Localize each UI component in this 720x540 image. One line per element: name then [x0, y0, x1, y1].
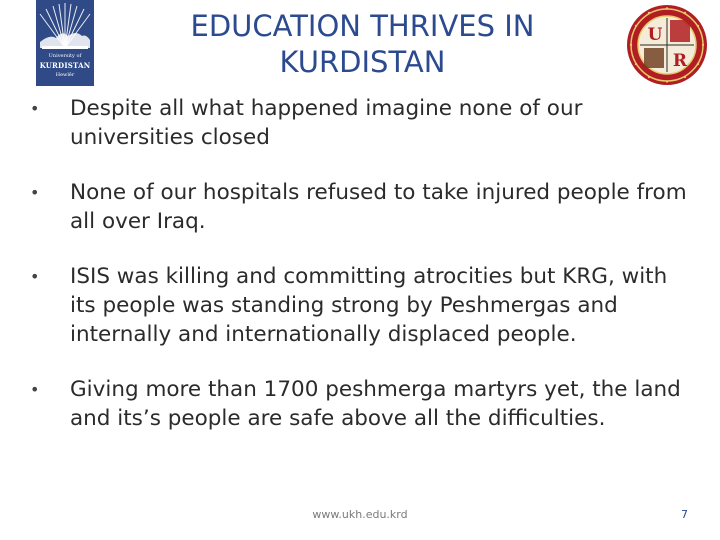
bullet-item [30, 94, 690, 152]
bullet-symbol: • [30, 267, 40, 286]
bullet-item [30, 178, 690, 236]
seal-letter-r: R [672, 51, 688, 71]
bullet-text: ISIS was killing and committing atrocities but KRG, with its people was standing strong by Peshmergas and internally and internationally displaced people. [70, 264, 668, 347]
bullet-text: Despite all what happened imagine none of our universities closed [70, 96, 583, 150]
bullet-item [30, 375, 690, 433]
slide-title: EDUCATION THRIVES IN KURDISTAN [190, 9, 535, 79]
page-number: 7 [681, 508, 688, 521]
seal-letter-u: U [647, 25, 663, 45]
bullet-symbol: • [30, 183, 40, 202]
logo-left-line1: University of [48, 53, 82, 59]
university-seal-icon [626, 2, 708, 88]
bullet-symbol: • [30, 380, 40, 399]
logo-left-line2: KURDISTAN [39, 61, 91, 70]
university-seal-logo [626, 2, 708, 88]
footer-url: www.ukh.edu.krd [312, 508, 408, 521]
bullet-text: None of our hospitals refused to take injured people from all over Iraq. [70, 180, 687, 234]
bullet-symbol: • [30, 99, 40, 118]
bullet-text: Giving more than 1700 peshmerga martyrs yet, the land and its’s people are safe above all the difficulties. [70, 377, 681, 431]
bullet-list [30, 94, 690, 433]
logo-left-line3: Hewlêr [55, 72, 75, 78]
university-of-kurdistan-logo [36, 0, 94, 86]
bullet-item [30, 262, 690, 349]
